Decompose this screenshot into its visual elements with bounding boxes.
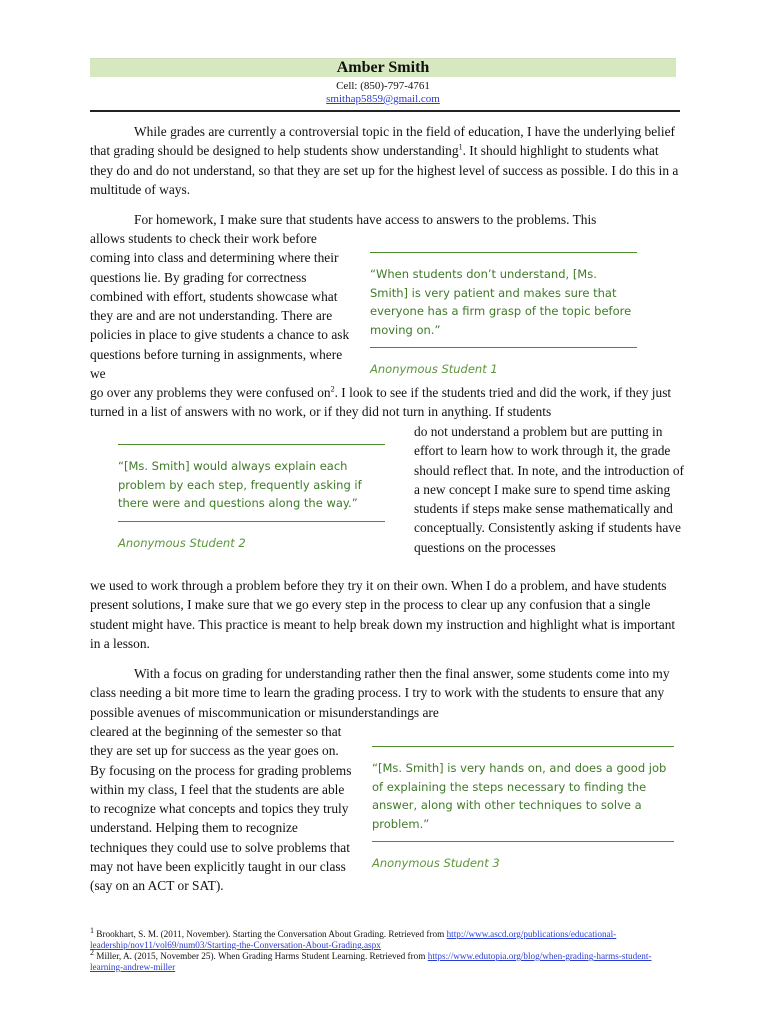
header-divider [90,110,680,112]
quote-rule-top [370,252,637,253]
footnote-1: $^1$ Brookhart, S. M. (2011, November). Starting the Conversation About Grading. Retrieved from http://www.ascd.org/publications/educational-leadership/nov11/vol69/num03/Starting-the-Conversation-About-Grading.aspx [90,925,617,950]
paragraph-2-wrapped-right: do not understand a problem but are putting in effort to learn how to work through it, the grade should reflect that. In note, and the introduction of a new concept I make sure to spend time asking students if steps make sense mathematically and conceptually. Consistently asking if students have questions on the processes [414,424,684,555]
email-link[interactable]: smithap5859@gmail.com [326,93,440,105]
quote-rule-bottom [118,521,385,522]
student-quote-3 [372,746,674,870]
quote-rule-bottom [372,841,674,842]
quote-attribution: Anonymous Student 1 [370,362,498,376]
cell-phone: Cell: (850)-797-4761 [336,80,430,92]
quote-attribution: Anonymous Student 2 [118,535,246,550]
paragraph-2-continued: go over any problems they were confused $on^2$. I look to see if the students tried and did the work, if they just turned in a list of answers with no work, or if they did not turn in anything. If students [90,384,672,420]
footnote-1-link[interactable]: http://www.ascd.org/publications/educational-leadership/nov11/vol69/num03/Starting-the-Conversation-About-Grading.aspx [90,929,617,950]
paragraph-2-wrapped-left: allows students to check their work before coming into class and determining where their questions lie. By grading for correctness combined with effort, students showcase what they are and are not understanding. There are policies in place to give students a chance to ask questions before turning in assignments, where we [90,231,350,382]
quote-text: “[Ms. Smith] would always explain each problem by each step, frequently asking if there were and questions along the way.” [118,459,362,510]
paragraph-3-wrapped-left: cleared at the beginning of the semester so that they are set up for success as the year goes on. By focusing on the process for grading problems within my class, I feel that the students are able to recognize what concepts and topics they truly understand. Helping them to recognize techniques they could use to solve problems that may not have been explicitly taught in our class (say on an ACT or SAT). [90,724,352,894]
footnote-2: $^2$ Miller, A. (2015, November 25). When Grading Harms Student Learning. Retrieved from https://www.edutopia.org/blog/when-grading-harms-student-learning-andrew-miller [90,947,652,972]
quote-rule-top [118,444,385,445]
paragraph-3-first: With a focus on grading for understanding rather then the final answer, some students come into my class needing a bit more time to learn the grading process. I try to work with the students to ensure that any possible avenues of miscommunication or misunderstandings are [90,666,670,720]
quote-text: “When students don’t understand, [Ms. Smith] is very patient and makes sure that everyone has a firm grasp of the topic before moving on.” [370,267,632,337]
student-quote-1 [370,252,637,376]
quote-text: “[Ms. Smith] is very hands on, and does a good job of explaining the steps necessary to finding the answer, along with other techniques to solve a problem.” [372,761,667,831]
author-name: Amber Smith [90,58,676,77]
quote-attribution: Anonymous Student 3 [372,856,500,870]
student-quote-2 [118,444,385,550]
footnotes [90,925,680,973]
quote-rule-top [372,746,674,747]
paragraph-1: While grades are currently a controversial topic in the field of education, I have the underlying belief that grading should be designed to help students show understanding$^1$. It should highlight to students what they do and do not understand, so that they are set up for the highest level of success as possible. I do this in a multitude of ways. [90,124,679,197]
quote-rule-bottom [370,347,637,348]
paragraph-2-first-line: For homework, I make sure that students have access to answers to the problems. This [134,212,597,227]
footnote-2-link[interactable]: https://www.edutopia.org/blog/when-grading-harms-student-learning-andrew-miller [90,951,652,972]
paragraph-2-end: we used to work through a problem before they try it on their own. When I do a problem, and have students present solutions, I make sure that we go every step in the process to clear up any confusion that a single student might have. This practice is meant to help break down my instruction and highlight what is important in a lesson. [90,578,676,651]
